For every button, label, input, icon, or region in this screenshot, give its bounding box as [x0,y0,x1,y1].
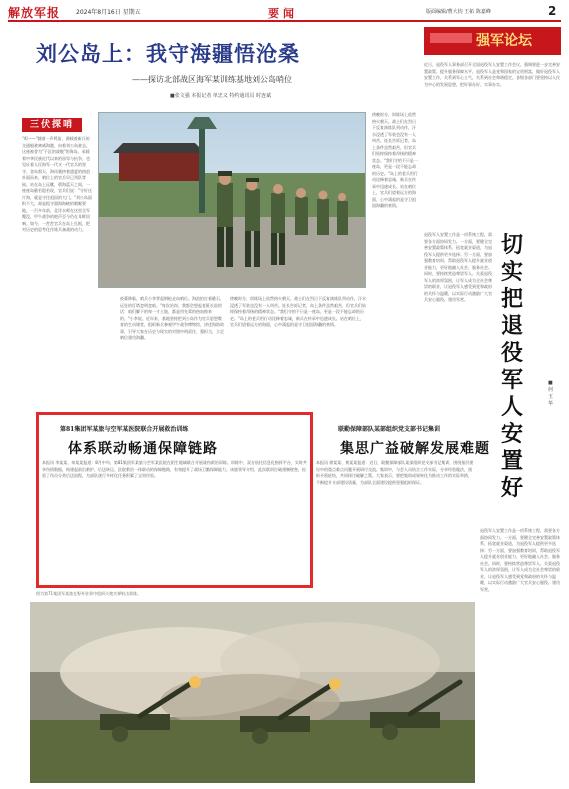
lead-subtitle: ——探访北部战区海军某训练基地刘公岛哨位 [132,75,292,84]
page-number: 2 [548,4,557,18]
section-title: 要闻 [268,7,298,20]
newspaper-logo: 解放军报 [8,6,61,20]
story2-kicker: 联勤保障部队某部组织党支部书记集训 [338,426,441,433]
artillery-photo-illustration [30,602,475,783]
lead-text-right: 傍晚时分，训练场上依然热火朝天。战士们在烈日下反复演练队列动作，汗水浸透了军装也没有一人叫苦。连长告诉记者，岛上条件虽然艰苦，但官兵们始终保持着昂扬的精神状态。"我们守的不只是一座岛，更是一段不能忘却的历史。"岛上的老兵用行动诠释着忠诚，新兵在传承中迅速成长。站在哨位上，官兵们望着远方的海面，心中涌起的是守卫祖国海疆的豪情。 [372,112,418,208]
column-kicker: 三伏探哨 [22,118,82,132]
commentary-banner-tab [430,33,472,43]
commentary-headline: 切实把退役军人安置好 [500,232,523,501]
lead-headline: 刘公岛上：我守海疆悟沧桑 [36,41,300,66]
commentary-intro-text: 近日，退役军人事务部召开全国退役军人安置工作会议，强调要进一步完善安置政策，提升服务保障水平。退役军人是党和国家的宝贵财富，做好退役军人安置工作，关系到军心士气，关系到社会和谐稳定。各级各部门要坚持以人民为中心的发展思想，把好事办好、实事办实。 [424,62,560,87]
masthead [8,4,561,20]
issue-date: 2024年8月16日 星期五 [76,9,141,16]
commentary-body-left: 退役军人安置工作是一项系统工程，需要各方面协同发力。一方面，要健全完善安置政策体系，拓宽就业渠道，为退役军人提供更多选择；另一方面，要加强教育培训，帮助退役军人提升就业创业能力，更好地融入社会、服务社会。同时，要持续营造尊崇军人、关爱退役军人的浓厚氛围，让军人成为全社会尊崇的职业，让退役军人感受到党和政府的关怀与温暖，以实际行动激励广大官兵安心服役、建功军营。 [424,232,492,302]
story2-text: 本报讯 徐某某、黄某某报道：近日，联勤保障部队某部组织党支部书记集训，围绕基层建设中的重点难点问题开展研讨交流。集训中，与会人员结合工作实际，分享经验做法，剖析矛盾症结，共同探讨破解之策。大家表示，要把集训成果转化为推动工作的实际举措，不断提升支部建设质量，为部队全面建设提供坚强组织保证。 [316,460,474,485]
commentary-body-bottom: 退役军人安置工作是一项系统工程，需要各方面协同发力。一方面，要健全完善安置政策体系，拓宽就业渠道，为退役军人提供更多选择；另一方面，要加强教育培训，帮助退役军人提升就业创业能力，更好地融入社会、服务社会。同时，要持续营造尊崇军人、关爱退役军人的浓厚氛围，让军人成为全社会尊崇的职业，让退役军人感受到党和政府的关怀与温暖，以实际行动激励广大官兵安心服役、建功军营。 [480,528,560,592]
story1-kicker: 第81集团军某旅与空军某医院联合开展救治训练 [60,426,189,433]
lead-text-left: "呜——"随着一声鸣笛，满载着新兵的交通船驶离威海港，向着刘公岛驶去。这座被誉为"不沉的战舰"的海岛，承载着中华民族近代以来的屈辱与抗争，也见证着人民海军一代又一代官兵的坚守。登岛那天，海风裹挟着盛夏的热浪扑面而来，哨位上的官兵早已列队等候。站在岛上远眺，碧海蓝天之间，一座座岛礁若隐若现，官兵们说："守好这片海，就是守住祖国的大门。"刘公岛面积不大，却是扼守渤海海峡的咽喉要地。一百多年前，北洋水师在这里全军覆没，甲午战争的炮声至今仍在耳畔回响。如今，一茬茬官兵在岛上扎根，把对历史的思考化作练兵备战的动力。 [22,136,92,232]
artillery-photo [30,602,475,783]
commentary-banner-title: 强军论坛 [476,33,532,49]
masthead-divider [8,20,561,22]
lead-text-mid-2: 傍晚时分，训练场上依然热火朝天。战士们在烈日下反复演练队列动作，汗水浸透了军装也没有一人叫苦。连长告诉记者，岛上条件虽然艰苦，但官兵们始终保持着昂扬的精神状态。"我们守的不只是一座岛，更是一段不能忘却的历史。"岛上的老兵用行动诠释着忠诚，新兵在传承中迅速成长。站在哨位上，官兵们望着远方的海面，心中涌起的是守卫祖国海疆的豪情。 [230,296,366,327]
lead-text-mid: 夜幕降临，哨兵小李背起钢枪走向哨位。海浪拍打着礁石，远处的灯塔忽明忽暗。"每次站岗，我都会想起老班长说的话：咱们脚下的每一寸土地，都是用先辈的热血换来的。"小李说。近年来，基地坚持把刘公岛作为官兵思想教育的生动课堂，组织新兵参观甲午战争博物馆，讲述海防故事，引导大家在历史与现实的对照中明责任、强担当，立足哨位建功海疆。 [120,296,224,340]
story1-headline: 体系联动畅通保障链路 [68,441,218,457]
story2-headline: 集思广益破解发展难题 [340,441,490,457]
lead-photo [98,112,366,288]
story1-text: 本报讯 李某某、奉某某报道：8月中旬，第81集团军某旅与空军某医院在陌生地域联合开展战伤救治训练。训练中，双方依托信息化指挥平台，实时共享伤情数据，构建起前沿救护、后送转运、医院救治一体联动的保障链路，有效提升了战场卫勤保障能力。该旅领导介绍，此次联训打破建制壁垒，检验了伤员分类后送流程，为部队遂行多样化任务积累了宝贵经验。 [42,460,307,478]
commentary-author: ■何玉华 [548,380,554,407]
editors-line: 版面编辑/曹大钧 王拓 陈嘉峰 [426,9,491,15]
photo-caption: 图为第71集团军某旅在野外驻训中组织火炮实弹射击训练。 [36,591,142,596]
lead-byline: ■张文强 本报记者 单忠义 特约通讯员 时连斌 [170,93,272,99]
soldiers-photo-illustration [99,113,366,288]
